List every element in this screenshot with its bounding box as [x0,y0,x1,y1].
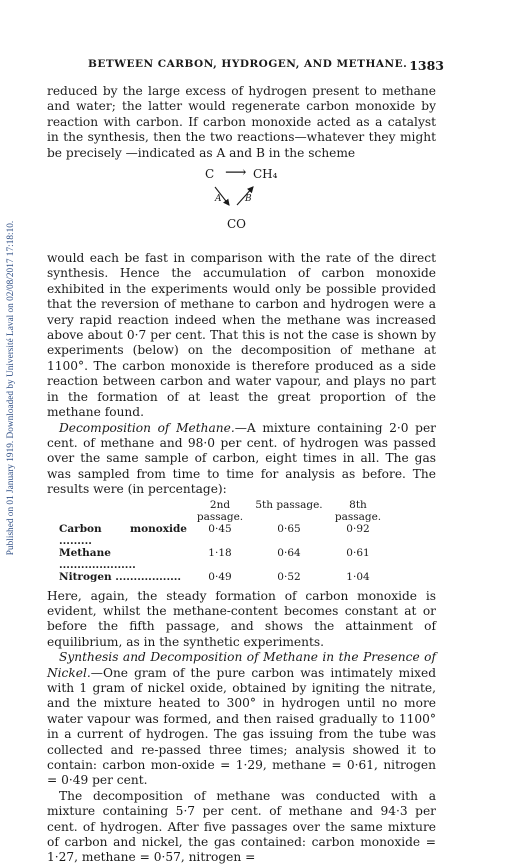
table-header-cell: 8th passage. [334,498,382,523]
table-row [59,571,391,583]
article-body [47,84,436,866]
scheme-carbon: C [205,167,215,182]
page-number: 1383 [409,58,444,73]
table-cell: 0·92 [346,522,370,535]
table-cell: 1·04 [346,570,370,583]
paragraph-1: reduced by the large excess of hydrogen present to methane and water; the latter would regenerate carbon monoxide by reaction with carbon. If carbon monoxide acted as a catalyst in the synthesis, then the two reactions—whatever they might be precisely —indicated as A and B in the scheme [47,84,436,160]
table-cell: 0·65 [277,522,301,535]
table-cell: 0·45 [208,522,232,535]
paragraph-6: The decomposition of methane was conducted with a mixture containing 5·7 per cent. of methane and 94·3 per cent. of hydrogen. After five passages over the same mixture of carbon and nickel, the gas contained: carbon monoxide = 1·27, methane = 0·57, nitrogen = [47,788,436,865]
table-row-label: Nitrogen .................. [59,570,182,583]
paragraph-4: Here, again, the steady formation of carbon monoxide is evident, whilst the methane-content becomes constant at or before the fifth passage, and shows the attainment of equilibrium, as in the synthetic experiments. [47,588,436,649]
scheme-methane: CH₄ [253,167,278,182]
download-notice-sidebar [0,0,22,816]
paragraph-3-text: —A mixture containing 2·0 per cent. of methane and 98·0 per cent. of hydrogen was passed over the same sample of carbon, eight times in all. The gas was sampled from time to time for analysis as before. The results were (in percentage): [47,420,437,497]
table-row [59,523,391,547]
table-cell: 0·61 [346,546,370,559]
paragraph-5 [47,650,436,789]
paragraph-2: would each be fast in comparison with the rate of the direct synthesis. Hence the accumulation of carbon monoxide exhibited in the experiments would only be possible provided that the reversion of methane to carbon and hydrogen were a very rapid reaction indeed when the methane was increased above about 0·7 per cent. That this is not the case is shown by experiments (below) on the decomposition of methane at 1100°. The carbon monoxide is therefore produced as a side reaction between carbon and water vapour, and plays no part in the formation of at least the great proportion of the methane found. [47,251,436,420]
section-heading-decomposition: Decomposition of Methane. [59,420,235,435]
table-row [59,547,391,571]
table-cell: 0·52 [277,570,301,583]
table-header-cell [59,499,187,523]
table-header-cell: 5th passage. [255,498,323,511]
scheme-label-a: A [215,194,222,205]
reaction-scheme [47,165,436,247]
table-header-cell: 2nd passage. [196,498,244,523]
table-row-label: Carbon monoxide ......... [59,522,187,547]
table-row-label: Methane ..................... [59,546,136,571]
table-header-row [59,499,391,523]
scheme-arrow: ⟶ [225,163,247,182]
results-table [59,499,391,583]
table-cell: 0·64 [277,546,301,559]
scheme-co: CO [227,217,247,232]
paragraph-3 [47,421,436,498]
paragraph-5-text: —One gram of the pure carbon was intimately mixed with 1 gram of nickel oxide, obtained by igniting the nitrate, and the mixture heated to 300° in hydrogen until no more water vapour was formed, and then raised gradually to 1100° in a current of hydrogen. The gas issuing from the tube was collected and re-passed three times; analysis showed it to contain: carbon mon-oxide = 1·29, methane = 0·61, nitrogen = 0·49 per cent. [47,665,436,788]
running-head-title: BETWEEN CARBON, HYDROGEN, AND METHANE. [88,58,408,70]
download-notice-text: Published on 01 January 1919. Downloaded by Université Laval on 02/08/2017 17:18:10. [6,220,16,556]
table-cell: 1·18 [208,546,232,559]
section-heading-nickel: Synthesis and Decomposition of Methane in the Presence of Nickel. [47,650,436,680]
running-head [88,58,444,73]
scheme-label-b: B [245,194,252,205]
table-cell: 0·49 [208,570,232,583]
